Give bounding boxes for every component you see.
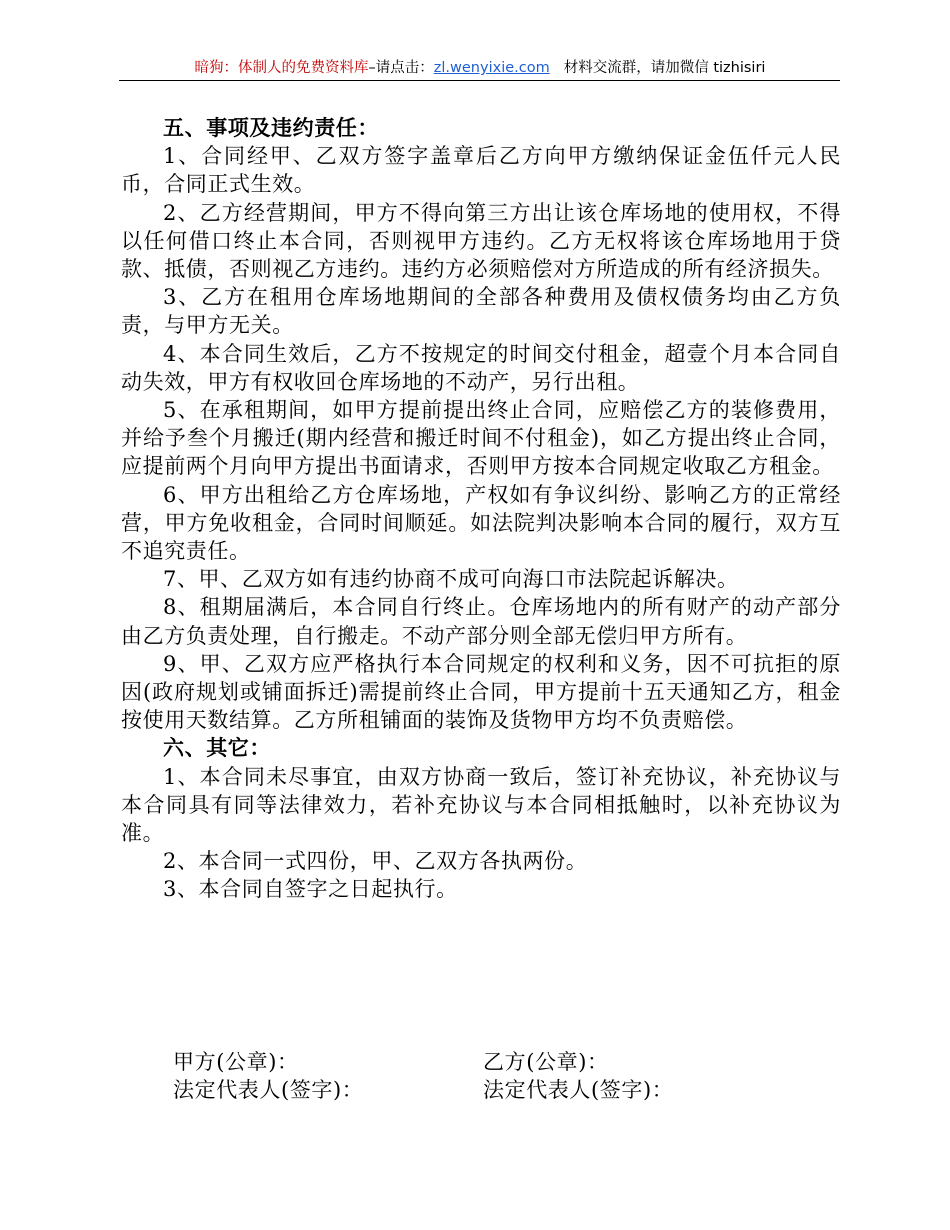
party-a-representative: 法定代表人(签字)： [173,1078,364,1102]
section-heading: 五、事项及违约责任： [163,116,379,140]
clause: 7、甲、乙双方如有违约协商不成可向海口市法院起诉解决。 [163,567,739,592]
clause: 2、乙方经营期间，甲方不得向第三方出让该仓库场地的使用权，不得以任何借口终止本合同，否则视甲方违约。乙方无权将该仓库场地用于贷款、抵债，否则视乙方违约。违约方必须赔偿对方所造成的所有经济损失。 [121,200,841,282]
clause: 5、在承租期间，如甲方提前提出终止合同，应赔偿乙方的装修费用，并给予叁个月搬迁(期内经营和搬迁时间不付租金)，如乙方提出终止合同，应提前两个月向甲方提出书面请求，否则甲方按本合同规定收取乙方租金。 [121,398,841,479]
representative-row [173,1076,833,1104]
clause: 9、甲、乙双方应严格执行本合同规定的权利和义务，因不可抗拒的原因(政府规划或铺面拆迁)需提前终止合同，甲方提前十五天通知乙方，租金按使用天数结算。乙方所租铺面的装饰及货物甲方均不负责赔偿。 [121,651,841,733]
clause: 6、甲方出租给乙方仓库场地，产权如有争议纠纷、影响乙方的正常经营，甲方免收租金，合同时间顺延。如法院判决影响本合同的履行，双方互不追究责任。 [121,482,841,564]
clause: 3、乙方在租用仓库场地期间的全部各种费用及债权债务均由乙方负责，与甲方无关。 [121,285,841,338]
party-b-representative: 法定代表人(签字)： [483,1078,674,1102]
clause: 4、本合同生效后，乙方不按规定的时间交付租金，超壹个月本合同自动失效，甲方有权收回仓库场地的不动产，另行出租。 [121,341,841,394]
header-brand: 暗狗：体制人的免费资料库 [194,60,369,76]
clause: 1、合同经甲、乙双方签字盖章后乙方向甲方缴纳保证金伍仟元人民币，合同正式生效。 [121,144,841,197]
header-link[interactable]: zl.wenyixie.com [433,60,550,76]
clause: 1、本合同未尽事宜，由双方协商一致后，签订补充协议，补充协议与本合同具有同等法律效力，若补充协议与本合同相抵触时，以补充协议为准。 [121,764,841,846]
contract-body [121,114,841,904]
header-divider [119,80,840,81]
party-b-seal: 乙方(公章)： [483,1050,609,1074]
party-a-seal: 甲方(公章)： [173,1050,299,1074]
clause: 8、租期届满后，本合同自行终止。仓库场地内的所有财产的动产部分由乙方负责处理，自行搬走。不动产部分则全部无偿归甲方所有。 [121,595,841,648]
clause: 2、本合同一式四份，甲、乙双方各执两份。 [163,849,588,874]
clause: 3、本合同自签字之日起执行。 [163,877,458,902]
section-heading: 六、其它： [163,736,271,761]
signature-block [173,1048,833,1104]
page-header [120,58,840,78]
header-group-note: 材料交流群，请加微信 tizhisiri [563,60,766,76]
seal-row [173,1048,833,1076]
header-click-prompt: –请点击： [368,60,434,76]
